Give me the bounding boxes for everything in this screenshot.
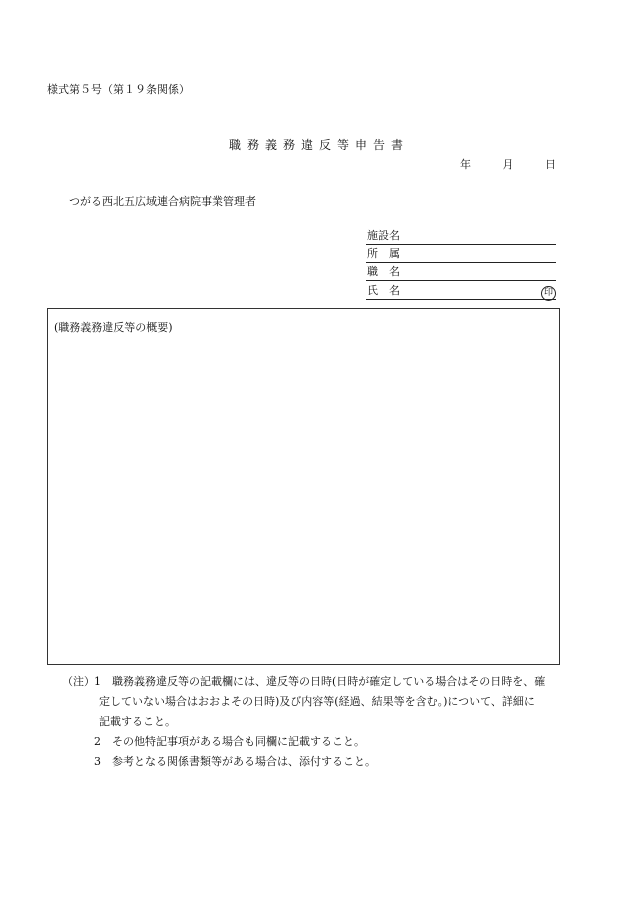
violation-summary-box[interactable]	[47, 308, 560, 665]
addressee: つがる西北五広域連合病院事業管理者	[69, 195, 256, 208]
note-text: 参考となる関係書類等がある場合は、添付すること。	[112, 755, 376, 768]
note-text: 職務義務違反等の記載欄には、違反等の日時(日時が確定している場合はその日時を、確	[112, 675, 546, 688]
date-month: 月	[502, 158, 514, 171]
affiliation-field[interactable]	[366, 247, 556, 263]
notes-heading: （注）	[62, 675, 95, 688]
note-number: 2	[94, 735, 101, 748]
name-label: 氏 名	[367, 284, 400, 297]
document-title: 職務義務違反等申告書	[228, 138, 409, 152]
date-day: 日	[545, 158, 556, 171]
seal-mark: 印	[541, 286, 556, 301]
form-number: 様式第５号（第１９条関係）	[47, 83, 190, 96]
note-number: 3	[94, 755, 101, 768]
job-title-label: 職 名	[367, 265, 400, 278]
note-number: 1	[94, 675, 101, 688]
date-line	[432, 156, 556, 172]
job-title-field[interactable]	[366, 265, 556, 281]
affiliation-label: 所 属	[367, 247, 400, 260]
facility-name-field[interactable]	[366, 229, 556, 245]
summary-label: (職務義務違反等の概要)	[54, 321, 173, 334]
facility-name-label: 施設名	[367, 229, 400, 242]
date-year: 年	[460, 158, 471, 171]
note-text: 記載すること。	[99, 715, 176, 728]
name-field[interactable]	[366, 284, 556, 300]
note-text: 定していない場合はおおよその日時)及び内容等(経過、結果等を含む。)について、詳細に	[99, 695, 535, 708]
note-text: その他特記事項がある場合も同欄に記載すること。	[112, 735, 365, 748]
